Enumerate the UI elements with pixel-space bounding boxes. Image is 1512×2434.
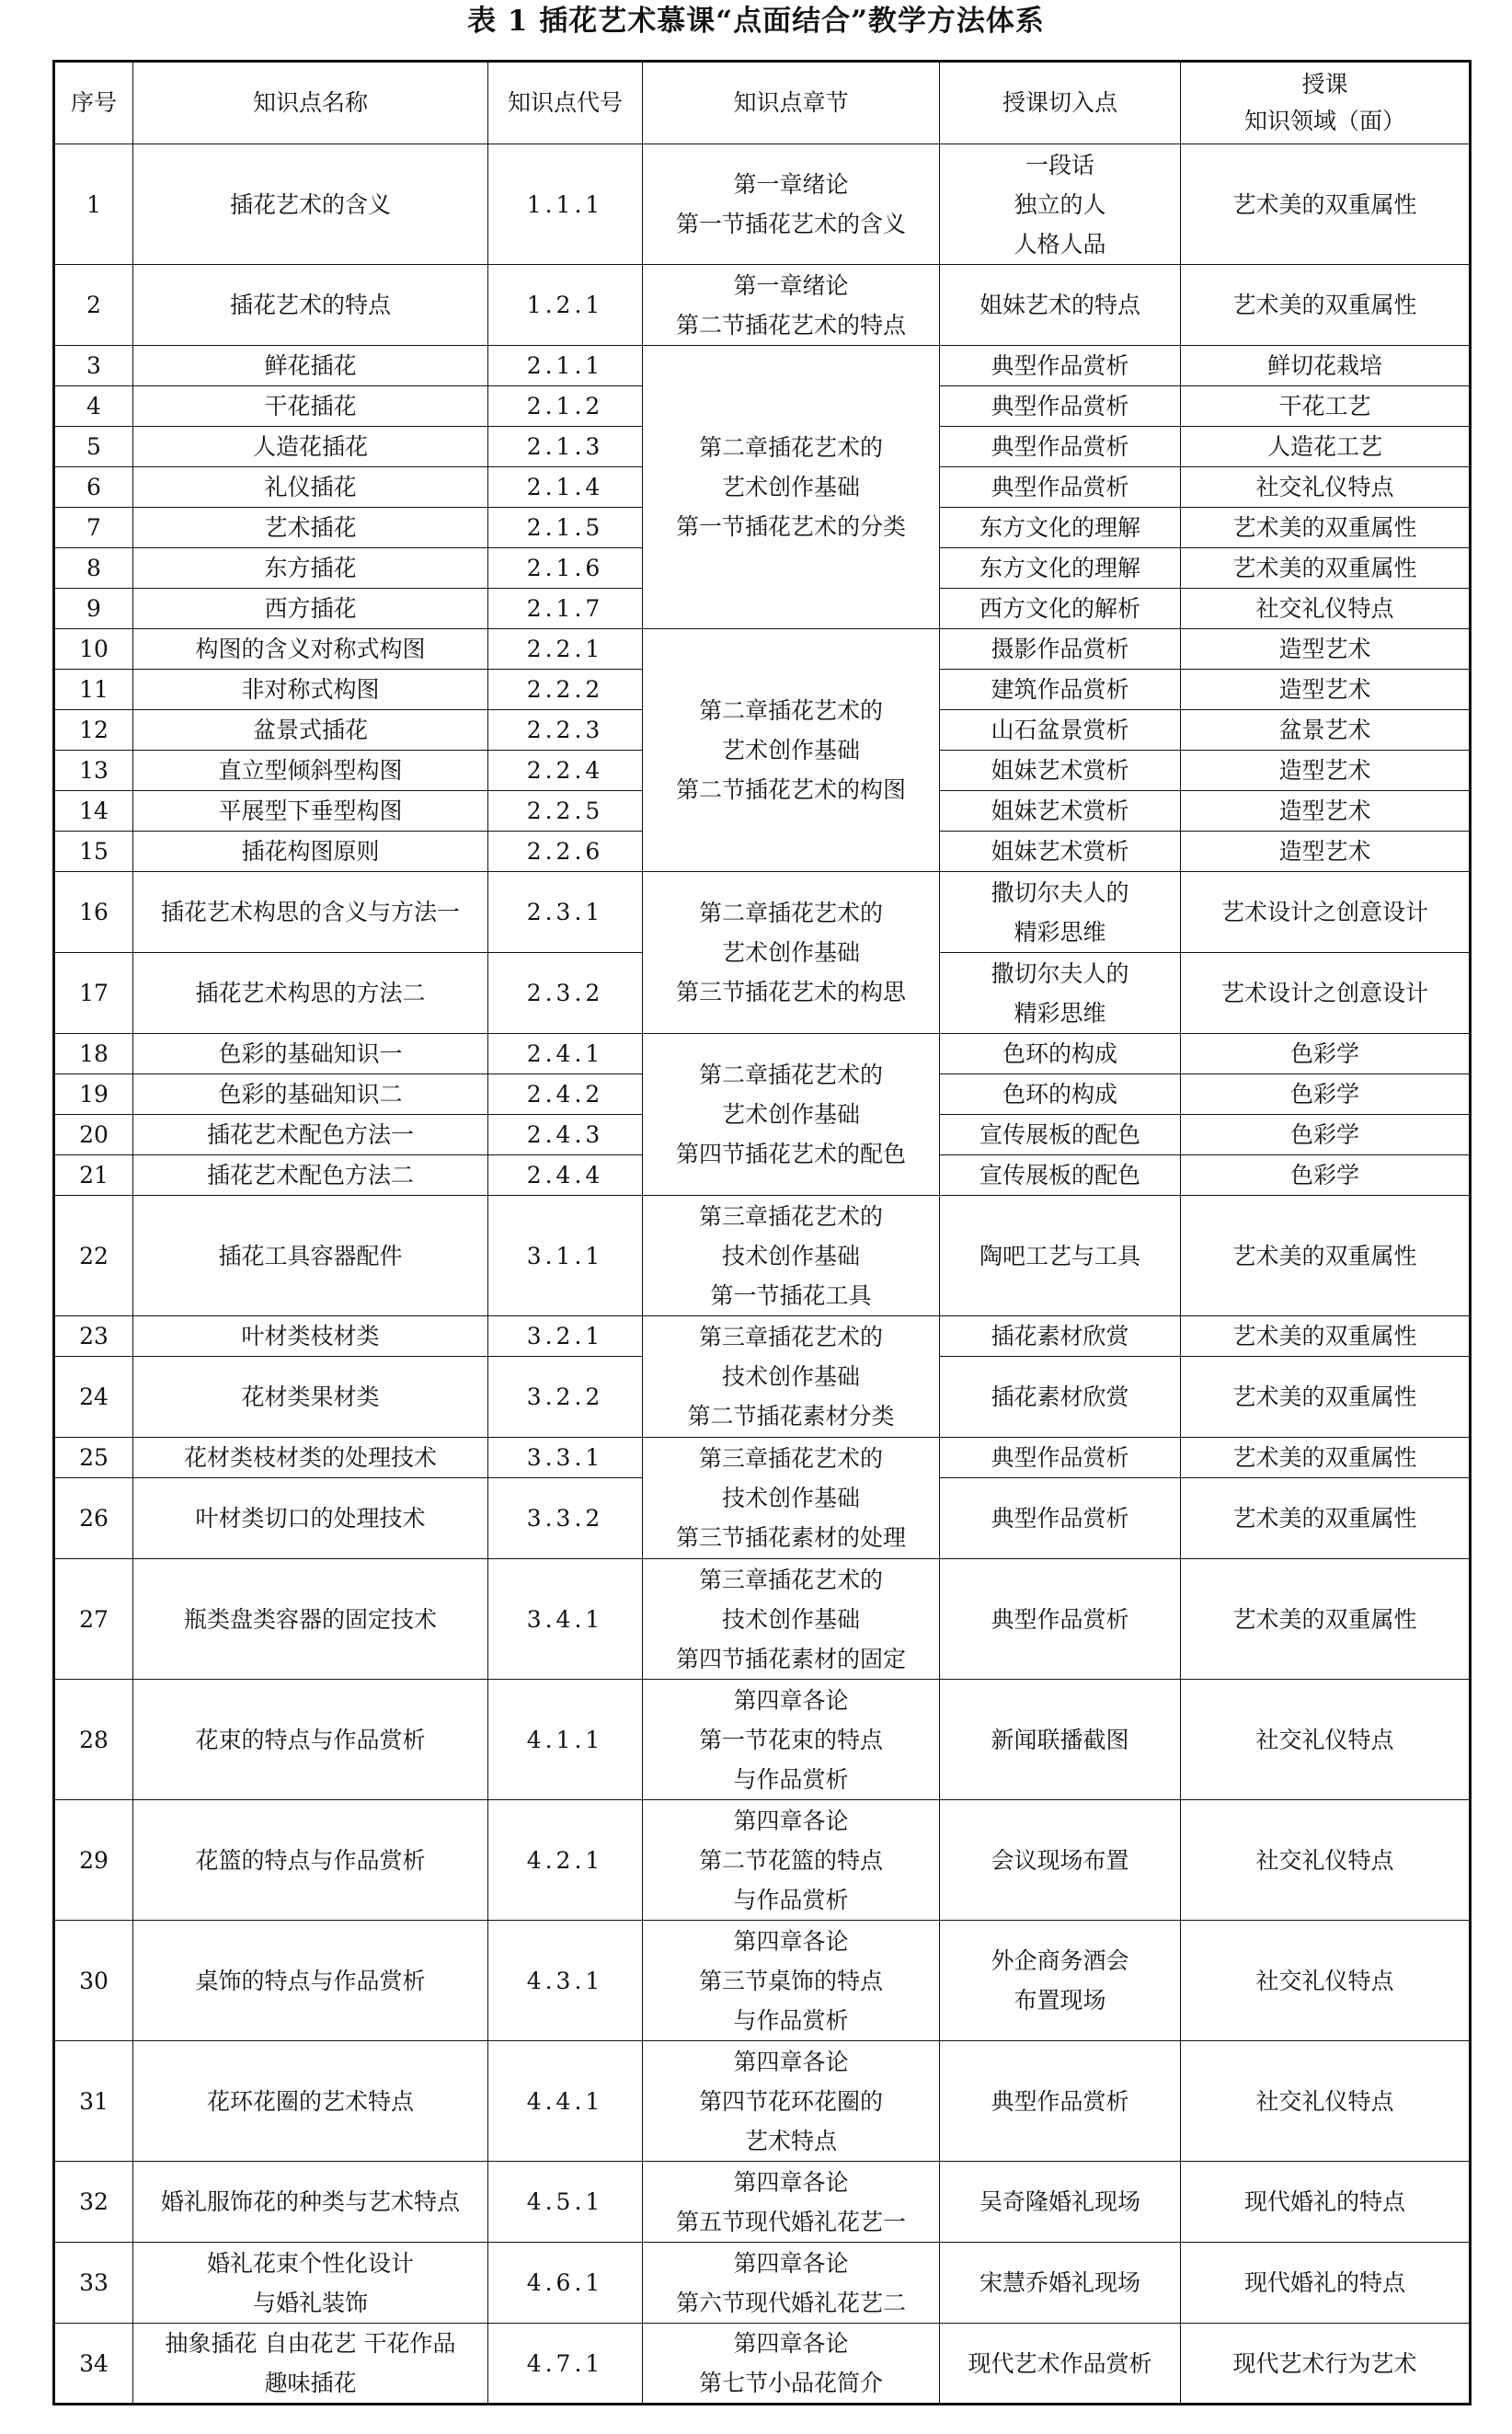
knowledge-field: 艺术美的双重属性 [1181, 1196, 1471, 1316]
table-row [54, 1800, 1471, 1921]
knowledge-point-code: 4.2.1 [488, 1800, 643, 1921]
knowledge-point-chapter: 第四章各论 第二节花篮的特点 与作品赏析 [643, 1800, 940, 1921]
knowledge-point-name: 盆景式插花 [133, 710, 488, 751]
knowledge-point-code: 4.5.1 [488, 2162, 643, 2243]
row-number: 16 [54, 872, 133, 953]
row-number: 18 [54, 1034, 133, 1074]
table-row [54, 872, 1471, 953]
knowledge-point-name: 构图的含义对称式构图 [133, 629, 488, 670]
knowledge-point-chapter: 第一章绪论 第一节插花艺术的含义 [643, 144, 940, 265]
knowledge-point-code: 3.3.2 [488, 1478, 643, 1559]
teaching-entry-point: 撒切尔夫人的 精彩思维 [940, 953, 1181, 1034]
table-row [54, 1559, 1471, 1680]
knowledge-point-chapter: 第三章插花艺术的 技术创作基础 第二节插花素材分类 [643, 1316, 940, 1438]
knowledge-field: 艺术设计之创意设计 [1181, 872, 1471, 953]
knowledge-field: 鲜切花栽培 [1181, 346, 1471, 386]
knowledge-point-name: 鲜花插花 [133, 346, 488, 386]
knowledge-point-name: 插花艺术配色方法一 [133, 1115, 488, 1155]
knowledge-field: 造型艺术 [1181, 832, 1471, 872]
row-number: 4 [54, 386, 133, 427]
row-number: 14 [54, 791, 133, 832]
knowledge-field: 人造花工艺 [1181, 427, 1471, 467]
row-number: 19 [54, 1074, 133, 1115]
knowledge-point-code: 2.4.3 [488, 1115, 643, 1155]
knowledge-point-code: 2.2.3 [488, 710, 643, 751]
table-row [54, 1196, 1471, 1316]
row-number: 7 [54, 508, 133, 548]
knowledge-point-chapter: 第二章插花艺术的 艺术创作基础 第四节插花艺术的配色 [643, 1034, 940, 1196]
knowledge-point-chapter: 第二章插花艺术的 艺术创作基础 第一节插花艺术的分类 [643, 346, 940, 629]
table-row [54, 1921, 1471, 2041]
knowledge-point-chapter: 第三章插花艺术的 技术创作基础 第三节插花素材的处理 [643, 1438, 940, 1559]
row-number: 8 [54, 548, 133, 589]
knowledge-point-chapter: 第二章插花艺术的 艺术创作基础 第三节插花艺术的构思 [643, 872, 940, 1034]
row-number: 13 [54, 751, 133, 791]
knowledge-field: 现代婚礼的特点 [1181, 2243, 1471, 2324]
knowledge-field: 干花工艺 [1181, 386, 1471, 427]
knowledge-point-code: 3.2.2 [488, 1357, 643, 1438]
table-body [54, 144, 1471, 2405]
knowledge-point-code: 2.4.1 [488, 1034, 643, 1074]
table-row [54, 629, 1471, 670]
teaching-entry-point: 插花素材欣赏 [940, 1316, 1181, 1357]
knowledge-field: 艺术美的双重属性 [1181, 1316, 1471, 1357]
knowledge-point-name: 直立型倾斜型构图 [133, 751, 488, 791]
teaching-entry-point: 典型作品赏析 [940, 427, 1181, 467]
knowledge-point-name: 叶材类枝材类 [133, 1316, 488, 1357]
knowledge-point-name: 插花构图原则 [133, 832, 488, 872]
table-row [54, 2162, 1471, 2243]
teaching-entry-point: 会议现场布置 [940, 1800, 1181, 1921]
knowledge-field: 艺术美的双重属性 [1181, 1559, 1471, 1680]
knowledge-field: 艺术美的双重属性 [1181, 1438, 1471, 1478]
knowledge-point-code: 4.6.1 [488, 2243, 643, 2324]
teaching-entry-point: 插花素材欣赏 [940, 1357, 1181, 1438]
teaching-entry-point: 典型作品赏析 [940, 2041, 1181, 2162]
knowledge-field: 现代艺术行为艺术 [1181, 2324, 1471, 2405]
row-number: 27 [54, 1559, 133, 1680]
row-number: 5 [54, 427, 133, 467]
teaching-entry-point: 建筑作品赏析 [940, 670, 1181, 710]
teaching-entry-point: 陶吧工艺与工具 [940, 1196, 1181, 1316]
knowledge-point-name: 色彩的基础知识一 [133, 1034, 488, 1074]
row-number: 23 [54, 1316, 133, 1357]
teaching-entry-point: 撒切尔夫人的 精彩思维 [940, 872, 1181, 953]
teaching-entry-point: 吴奇隆婚礼现场 [940, 2162, 1181, 2243]
knowledge-point-name: 平展型下垂型构图 [133, 791, 488, 832]
knowledge-point-code: 2.1.3 [488, 427, 643, 467]
knowledge-field: 艺术美的双重属性 [1181, 1357, 1471, 1438]
row-number: 17 [54, 953, 133, 1034]
knowledge-field: 造型艺术 [1181, 791, 1471, 832]
knowledge-field: 盆景艺术 [1181, 710, 1471, 751]
header-cell: 授课切入点 [940, 62, 1181, 144]
row-number: 32 [54, 2162, 133, 2243]
row-number: 10 [54, 629, 133, 670]
row-number: 9 [54, 589, 133, 629]
knowledge-field: 艺术美的双重属性 [1181, 508, 1471, 548]
knowledge-point-chapter: 第四章各论 第七节小品花简介 [643, 2324, 940, 2405]
table-row [54, 2041, 1471, 2162]
knowledge-point-name: 花材类枝材类的处理技术 [133, 1438, 488, 1478]
row-number: 25 [54, 1438, 133, 1478]
teaching-entry-point: 姐妹艺术赏析 [940, 791, 1181, 832]
teaching-entry-point: 典型作品赏析 [940, 467, 1181, 508]
table-title: 表 1 插花艺术慕课“点面结合”教学方法体系 [467, 5, 1045, 38]
knowledge-field: 社交礼仪特点 [1181, 2041, 1471, 2162]
knowledge-point-chapter: 第四章各论 第四节花环花圈的 艺术特点 [643, 2041, 940, 2162]
knowledge-point-name: 干花插花 [133, 386, 488, 427]
teaching-entry-point: 东方文化的理解 [940, 508, 1181, 548]
knowledge-field: 造型艺术 [1181, 629, 1471, 670]
teaching-entry-point: 宣传展板的配色 [940, 1155, 1181, 1196]
knowledge-point-name: 叶材类切口的处理技术 [133, 1478, 488, 1559]
knowledge-point-name: 插花工具容器配件 [133, 1196, 488, 1316]
knowledge-field: 造型艺术 [1181, 670, 1471, 710]
table-row [54, 2243, 1471, 2324]
table-row [54, 1438, 1471, 1478]
knowledge-point-name: 抽象插花 自由花艺 干花作品 趣味插花 [133, 2324, 488, 2405]
knowledge-point-name: 艺术插花 [133, 508, 488, 548]
knowledge-point-name: 插花艺术的含义 [133, 144, 488, 265]
header-cell: 知识点章节 [643, 62, 940, 144]
row-number: 24 [54, 1357, 133, 1438]
teaching-entry-point: 宋慧乔婚礼现场 [940, 2243, 1181, 2324]
knowledge-point-name: 花束的特点与作品赏析 [133, 1680, 488, 1800]
knowledge-point-name: 花材类果材类 [133, 1357, 488, 1438]
knowledge-field: 社交礼仪特点 [1181, 467, 1471, 508]
knowledge-point-name: 色彩的基础知识二 [133, 1074, 488, 1115]
row-number: 2 [54, 265, 133, 346]
row-number: 28 [54, 1680, 133, 1800]
table-row [54, 1034, 1471, 1074]
knowledge-field: 色彩学 [1181, 1155, 1471, 1196]
knowledge-point-code: 4.7.1 [488, 2324, 643, 2405]
teaching-entry-point: 外企商务酒会 布置现场 [940, 1921, 1181, 2041]
row-number: 33 [54, 2243, 133, 2324]
table-row [54, 1316, 1471, 1357]
table-row [54, 1680, 1471, 1800]
knowledge-field: 造型艺术 [1181, 751, 1471, 791]
teaching-entry-point: 宣传展板的配色 [940, 1115, 1181, 1155]
table-row [54, 144, 1471, 265]
knowledge-field: 现代婚礼的特点 [1181, 2162, 1471, 2243]
knowledge-point-name: 花篮的特点与作品赏析 [133, 1800, 488, 1921]
table-header-row [54, 62, 1471, 144]
knowledge-point-code: 4.4.1 [488, 2041, 643, 2162]
teaching-entry-point: 西方文化的解析 [940, 589, 1181, 629]
teaching-entry-point: 现代艺术作品赏析 [940, 2324, 1181, 2405]
knowledge-field: 艺术美的双重属性 [1181, 265, 1471, 346]
knowledge-point-chapter: 第四章各论 第六节现代婚礼花艺二 [643, 2243, 940, 2324]
knowledge-point-name: 东方插花 [133, 548, 488, 589]
row-number: 6 [54, 467, 133, 508]
header-cell: 知识点名称 [133, 62, 488, 144]
row-number: 34 [54, 2324, 133, 2405]
knowledge-point-name: 非对称式构图 [133, 670, 488, 710]
knowledge-point-chapter: 第三章插花艺术的 技术创作基础 第一节插花工具 [643, 1196, 940, 1316]
teaching-entry-point: 姐妹艺术的特点 [940, 265, 1181, 346]
row-number: 21 [54, 1155, 133, 1196]
knowledge-point-code: 2.1.6 [488, 548, 643, 589]
knowledge-field: 艺术美的双重属性 [1181, 1478, 1471, 1559]
knowledge-field: 艺术设计之创意设计 [1181, 953, 1471, 1034]
knowledge-field: 色彩学 [1181, 1034, 1471, 1074]
knowledge-point-name: 插花艺术构思的方法二 [133, 953, 488, 1034]
knowledge-field: 艺术美的双重属性 [1181, 144, 1471, 265]
row-number: 31 [54, 2041, 133, 2162]
knowledge-point-code: 3.4.1 [488, 1559, 643, 1680]
teaching-entry-point: 典型作品赏析 [940, 1478, 1181, 1559]
knowledge-point-code: 2.3.2 [488, 953, 643, 1034]
knowledge-point-name: 西方插花 [133, 589, 488, 629]
knowledge-point-code: 2.2.2 [488, 670, 643, 710]
row-number: 30 [54, 1921, 133, 2041]
teaching-entry-point: 典型作品赏析 [940, 346, 1181, 386]
teaching-entry-point: 典型作品赏析 [940, 1438, 1181, 1478]
knowledge-field: 社交礼仪特点 [1181, 1921, 1471, 2041]
knowledge-point-code: 4.1.1 [488, 1680, 643, 1800]
header-cell: 序号 [54, 62, 133, 144]
knowledge-field: 色彩学 [1181, 1074, 1471, 1115]
knowledge-point-name: 插花艺术构思的含义与方法一 [133, 872, 488, 953]
knowledge-field: 社交礼仪特点 [1181, 1800, 1471, 1921]
knowledge-point-code: 2.2.1 [488, 629, 643, 670]
knowledge-point-code: 3.2.1 [488, 1316, 643, 1357]
knowledge-point-chapter: 第一章绪论 第二节插花艺术的特点 [643, 265, 940, 346]
knowledge-point-name: 婚礼花束个性化设计 与婚礼装饰 [133, 2243, 488, 2324]
table-row [54, 265, 1471, 346]
knowledge-point-code: 2.4.4 [488, 1155, 643, 1196]
knowledge-point-code: 2.2.4 [488, 751, 643, 791]
row-number: 22 [54, 1196, 133, 1316]
header-cell: 授课 知识领域（面） [1181, 62, 1471, 144]
knowledge-point-code: 2.2.5 [488, 791, 643, 832]
knowledge-point-chapter: 第二章插花艺术的 艺术创作基础 第二节插花艺术的构图 [643, 629, 940, 872]
knowledge-point-code: 2.4.2 [488, 1074, 643, 1115]
knowledge-point-name: 桌饰的特点与作品赏析 [133, 1921, 488, 2041]
teaching-entry-point: 新闻联播截图 [940, 1680, 1181, 1800]
row-number: 1 [54, 144, 133, 265]
knowledge-point-code: 3.1.1 [488, 1196, 643, 1316]
knowledge-point-code: 2.1.4 [488, 467, 643, 508]
table-row [54, 346, 1471, 386]
teaching-entry-point: 色环的构成 [940, 1034, 1181, 1074]
row-number: 15 [54, 832, 133, 872]
knowledge-point-name: 花环花圈的艺术特点 [133, 2041, 488, 2162]
knowledge-point-code: 1.2.1 [488, 265, 643, 346]
knowledge-point-code: 2.3.1 [488, 872, 643, 953]
knowledge-field: 社交礼仪特点 [1181, 589, 1471, 629]
knowledge-point-code: 4.3.1 [488, 1921, 643, 2041]
teaching-entry-point: 一段话 独立的人 人格人品 [940, 144, 1181, 265]
teaching-entry-point: 典型作品赏析 [940, 386, 1181, 427]
knowledge-point-name: 人造花插花 [133, 427, 488, 467]
teaching-entry-point: 摄影作品赏析 [940, 629, 1181, 670]
header-cell: 知识点代号 [488, 62, 643, 144]
table-row [54, 2324, 1471, 2405]
row-number: 29 [54, 1800, 133, 1921]
knowledge-point-code: 2.1.1 [488, 346, 643, 386]
teaching-entry-point: 姐妹艺术赏析 [940, 832, 1181, 872]
teaching-entry-point: 典型作品赏析 [940, 1559, 1181, 1680]
knowledge-point-code: 2.2.6 [488, 832, 643, 872]
teaching-entry-point: 姐妹艺术赏析 [940, 751, 1181, 791]
knowledge-point-code: 2.1.7 [488, 589, 643, 629]
knowledge-point-chapter: 第四章各论 第三节桌饰的特点 与作品赏析 [643, 1921, 940, 2041]
knowledge-point-code: 2.1.2 [488, 386, 643, 427]
knowledge-field: 社交礼仪特点 [1181, 1680, 1471, 1800]
row-number: 3 [54, 346, 133, 386]
row-number: 12 [54, 710, 133, 751]
knowledge-point-name: 婚礼服饰花的种类与艺术特点 [133, 2162, 488, 2243]
row-number: 11 [54, 670, 133, 710]
knowledge-point-code: 3.3.1 [488, 1438, 643, 1478]
teaching-entry-point: 色环的构成 [940, 1074, 1181, 1115]
teaching-entry-point: 山石盆景赏析 [940, 710, 1181, 751]
knowledge-point-chapter: 第三章插花艺术的 技术创作基础 第四节插花素材的固定 [643, 1559, 940, 1680]
knowledge-field: 艺术美的双重属性 [1181, 548, 1471, 589]
knowledge-point-name: 插花艺术配色方法二 [133, 1155, 488, 1196]
knowledge-point-name: 插花艺术的特点 [133, 265, 488, 346]
teaching-entry-point: 东方文化的理解 [940, 548, 1181, 589]
row-number: 20 [54, 1115, 133, 1155]
knowledge-point-chapter: 第四章各论 第五节现代婚礼花艺一 [643, 2162, 940, 2243]
knowledge-point-code: 1.1.1 [488, 144, 643, 265]
knowledge-point-name: 礼仪插花 [133, 467, 488, 508]
knowledge-point-code: 2.1.5 [488, 508, 643, 548]
knowledge-field: 色彩学 [1181, 1115, 1471, 1155]
row-number: 26 [54, 1478, 133, 1559]
knowledge-point-name: 瓶类盘类容器的固定技术 [133, 1559, 488, 1680]
knowledge-point-chapter: 第四章各论 第一节花束的特点 与作品赏析 [643, 1680, 940, 1800]
teaching-method-table [52, 60, 1472, 2405]
